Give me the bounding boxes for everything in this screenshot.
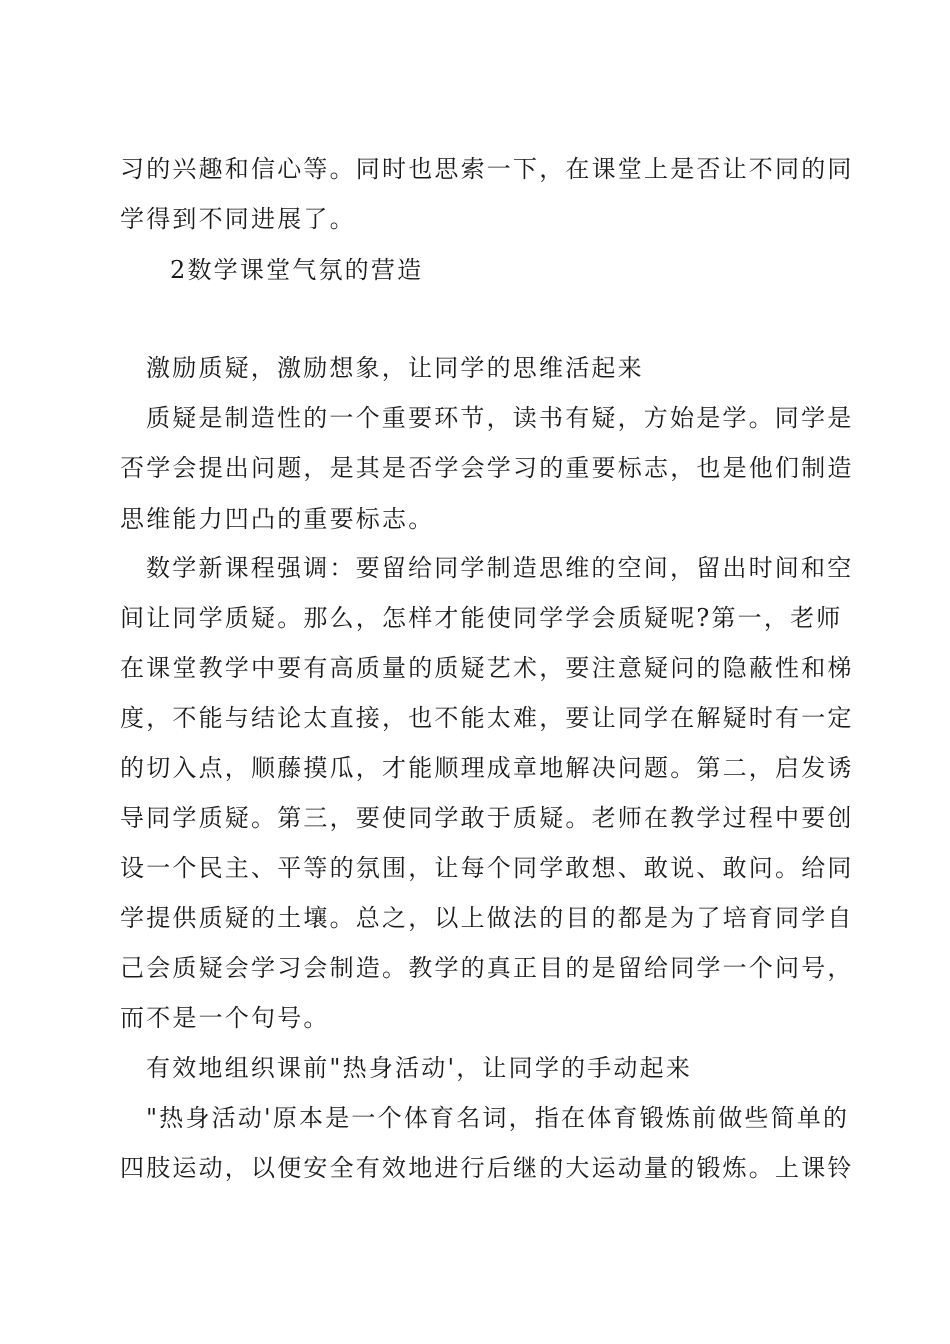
body-text-line: 设一个民主、平等的氛围，让每个同学敢想、敢说、敢问。给同 — [120, 854, 854, 882]
subsection-heading: 激励质疑，激励想象，让同学的思维活起来 — [146, 354, 644, 382]
body-text-line: 习的兴趣和信心等。同时也思索一下，在课堂上是否让不同的同 — [120, 155, 854, 183]
body-text-line: 质疑是制造性的一个重要环节，读书有疑，方始是学。同学是 — [146, 404, 854, 432]
body-text-line: 间让同学质疑。那么，怎样才能使同学学会质疑呢?第一，老师 — [120, 604, 843, 632]
subsection-heading: 有效地组织课前"热身活动'，让同学的手动起来 — [146, 1054, 693, 1082]
body-text-line: 学得到不同进展了。 — [120, 205, 356, 233]
body-text-line: "热身活动'原本是一个体育名词，指在体育锻炼前做些简单的 — [146, 1104, 850, 1132]
body-text-line: 导同学质疑。第三，要使同学敢于质疑。老师在教学过程中要创 — [120, 804, 854, 832]
body-text-line: 度，不能与结论太直接，也不能太难，要让同学在解疑时有一定 — [120, 704, 854, 732]
body-text-line: 数学新课程强调：要留给同学制造思维的空间，留出时间和空 — [146, 554, 854, 582]
body-text-line: 学提供质疑的土壤。总之，以上做法的目的都是为了培育同学自 — [120, 904, 854, 932]
body-text-line: 否学会提出问题，是其是否学会学习的重要标志，也是他们制造 — [120, 454, 854, 482]
body-text-line: 的切入点，顺藤摸瓜，才能顺理成章地解决问题。第二，启发诱 — [120, 754, 854, 782]
body-text-line: 己会质疑会学习会制造。教学的真正目的是留给同学一个问号， — [120, 954, 854, 982]
section-heading: 2数学课堂气氛的营造 — [170, 256, 424, 284]
body-text-line: 在课堂教学中要有高质量的质疑艺术，要注意疑问的隐蔽性和梯 — [120, 654, 854, 682]
body-text-line: 四肢运动，以便安全有效地进行后继的大运动量的锻炼。上课铃 — [120, 1154, 854, 1182]
body-text-line: 思维能力凹凸的重要标志。 — [120, 505, 435, 533]
body-text-line: 而不是一个句号。 — [120, 1004, 330, 1032]
